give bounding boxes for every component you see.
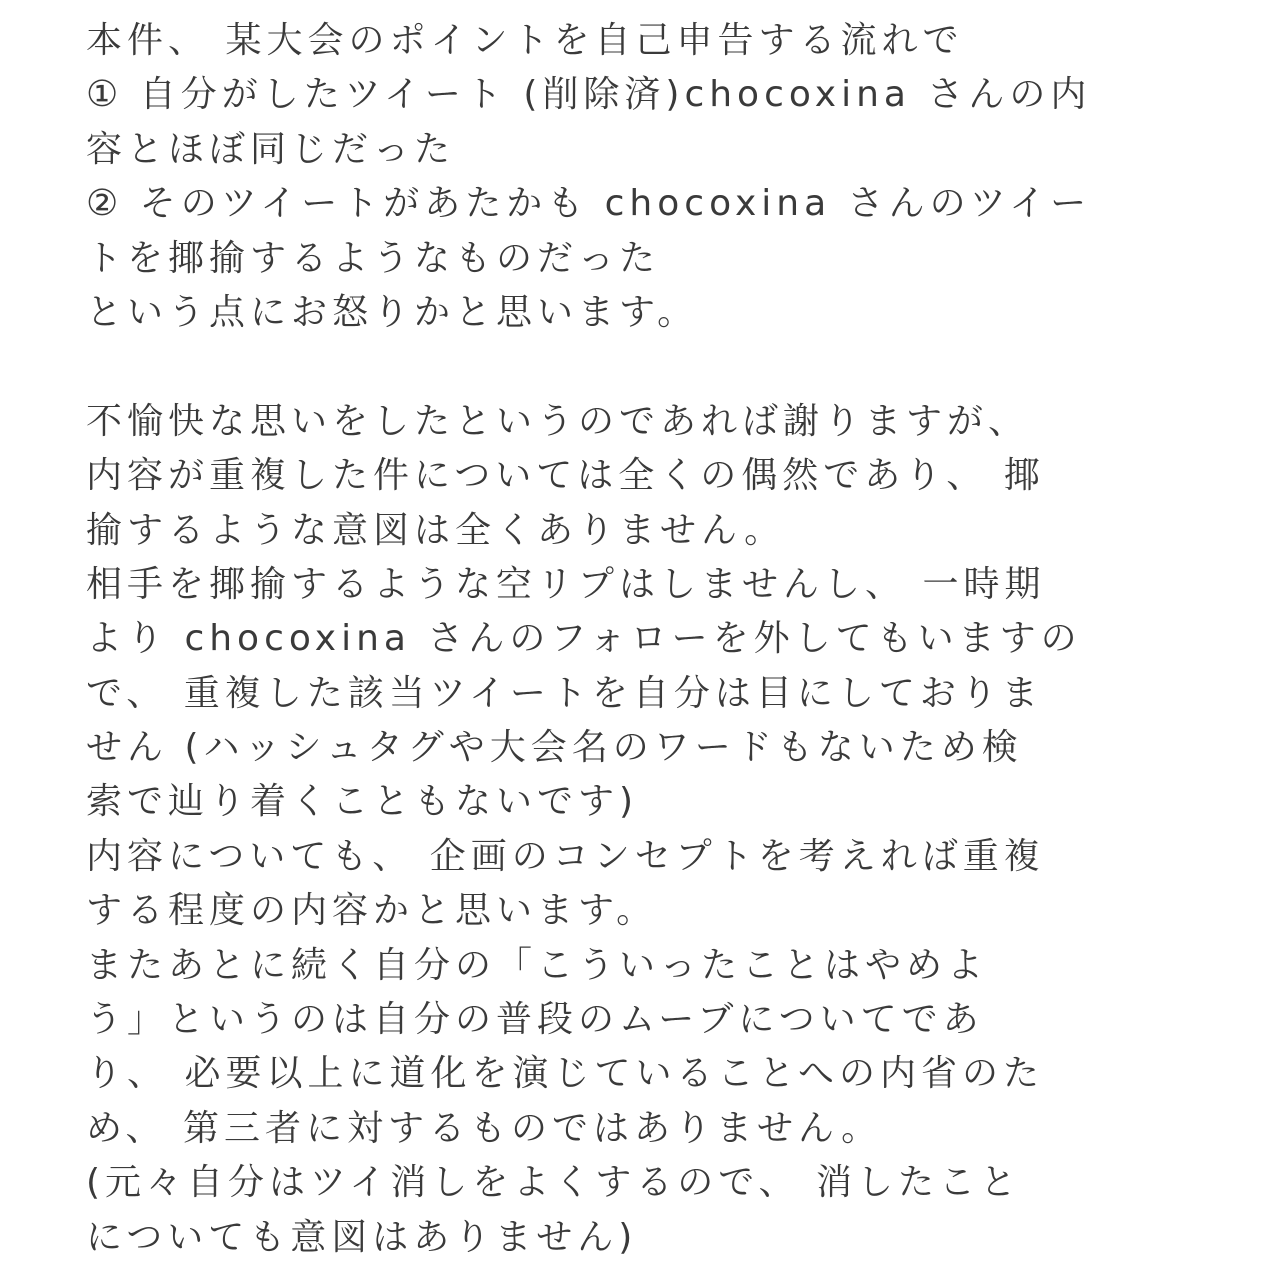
text-line: 内容についても、 企画のコンセプトを考えれば重複 [86,835,1045,877]
statement-document [86,14,1206,1265]
text-line: またあとに続く自分の「こういったことはやめよ [86,944,989,986]
text-line: め、 第三者に対するものではありません。 [86,1107,883,1149]
text-line: (元々自分はツイ消しをよくするので、 消したこと [86,1162,1021,1204]
text-line: 容とほぼ同じだった [86,128,456,170]
text-line: 索で辿り着くこともないです) [86,781,639,823]
text-line: 本件、 某大会のポイントを自己申告する流れで [86,20,964,61]
text-line: 内容が重複した件については全くの偶然であり、 揶 [86,455,1045,497]
text-line: という点にお怒りかと思います。 [86,291,699,333]
text-line: 不愉快な思いをしたというのであれば謝りますが、 [86,400,1030,442]
text-line: 揄するような意図は全くありません。 [86,509,786,551]
text-line: ② そのツイートがあたかも chocoxina さんのツイー [86,183,1092,225]
paragraph-spacer [86,340,1206,394]
text-line: する程度の内容かと思います。 [86,890,658,932]
text-line: より chocoxina さんのフォローを外してもいますの [86,618,1082,660]
text-line: う」というのは自分の普段のムーブについてであ [86,999,984,1041]
text-line: せん (ハッシュタグや大会名のワードもないため検 [86,727,1023,769]
text-line: で、 重複した該当ツイートを自分は目にしておりま [86,672,1043,714]
text-line: トを揶揄するようなものだった [86,237,661,279]
text-line: についても意図はありません) [86,1216,638,1258]
text-line: ① 自分がしたツイート (削除済)chocoxina さんの内 [86,74,1092,116]
text-line: 相手を揶揄するような空リプはしませんし、 一時期 [86,563,1046,605]
text-line: り、 必要以上に道化を演じていることへの内省のた [86,1053,1045,1095]
paragraph-explanation [86,395,1206,1265]
paragraph-complaint-summary [86,14,1206,340]
